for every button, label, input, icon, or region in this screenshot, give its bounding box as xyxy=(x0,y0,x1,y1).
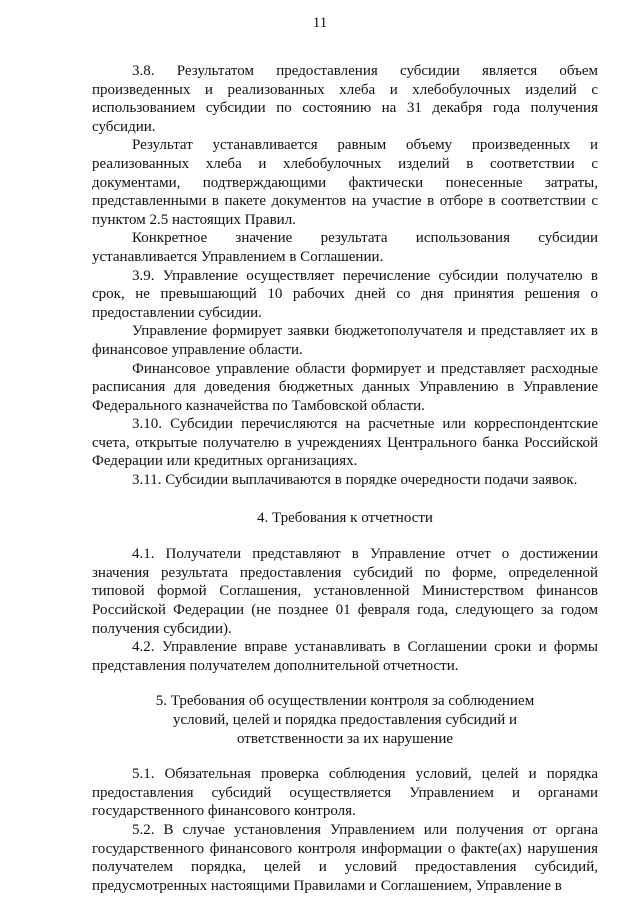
section-heading-5 xyxy=(92,692,598,748)
paragraph-3-10: 3.10. Субсидии перечисляются на расчетные или корреспондентские счета, открытые получателю в учреждениях Центрального банка Российской Федерации или кредитных организациях. xyxy=(92,416,598,470)
document-body xyxy=(92,62,598,895)
paragraph-3-8: 3.8. Результатом предоставления субсидии является объем произведенных и реализованных хлеба и хлебобулочных изделий с использованием субсидии по состоянию на 31 декабря года получения субсидии. xyxy=(92,63,598,135)
paragraph-3-11: 3.11. Субсидии выплачиваются в порядке очередности подачи заявок. xyxy=(132,472,578,489)
section-heading-4: 4. Требования к отчетности xyxy=(257,509,433,526)
paragraph-requests: Управление формирует заявки бюджетополучателя и представляет их в финансовое управление области. xyxy=(92,323,598,358)
page-number: 11 xyxy=(312,15,328,31)
paragraph-5-2: 5.2. В случае установления Управлением или получения от органа государственного финансового контроля информации о факте(ах) нарушения получателем порядка, целей и условий предоставления субсидий, предусмотренных настоящими Правилами и Соглашением, Управление в xyxy=(92,821,598,894)
section-heading-5-line-1: 5. Требования об осуществлении контроля за соблюдением xyxy=(155,693,535,710)
paragraph-result-value: Конкретное значение результата использования субсидии устанавливается Управлением в Соглашении. xyxy=(92,230,598,265)
paragraph-5-1: 5.1. Обязательная проверка соблюдения условий, целей и порядка предоставления субсидий осуществляется Управлением и органами государственного финансового контроля. xyxy=(92,766,598,820)
paragraph-result: Результат устанавливается равным объему произведенных и реализованных хлеба и хлебобулочных изделий в соответствии с документами, подтверждающими фактически понесенные затраты, представленными в пакете документов на участие в отборе в соответствии с пунктом 2.5 настоящих Правил. xyxy=(92,137,598,228)
paragraph-3-9: 3.9. Управление осуществляет перечисление субсидии получателю в срок, не превышающий 10 рабочих дней со дня принятия решения о предоставлении субсидии. xyxy=(92,267,598,321)
paragraph-4-2: 4.2. Управление вправе устанавливать в Соглашении сроки и формы представления получателем дополнительной отчетности. xyxy=(92,639,598,674)
paragraph-finance-department: Финансовое управление области формирует и представляет расходные расписания для доведения бюджетных данных Управлению в Управление Федерального казначейства по Тамбовской области. xyxy=(92,360,598,414)
section-heading-5-line-2: условий, целей и порядка предоставления субсидий и xyxy=(172,712,517,728)
section-heading-5-line-3: ответственности за их нарушение xyxy=(236,730,454,747)
paragraph-4-1: 4.1. Получатели представляют в Управление отчет о достижении значения результата предоставления субсидий по форме, определенной типовой формой Соглашения, установленной Министерством финансов Российской Федерации (не позднее 01 февраля года, следующего за годом получения субсидии). xyxy=(92,546,598,637)
